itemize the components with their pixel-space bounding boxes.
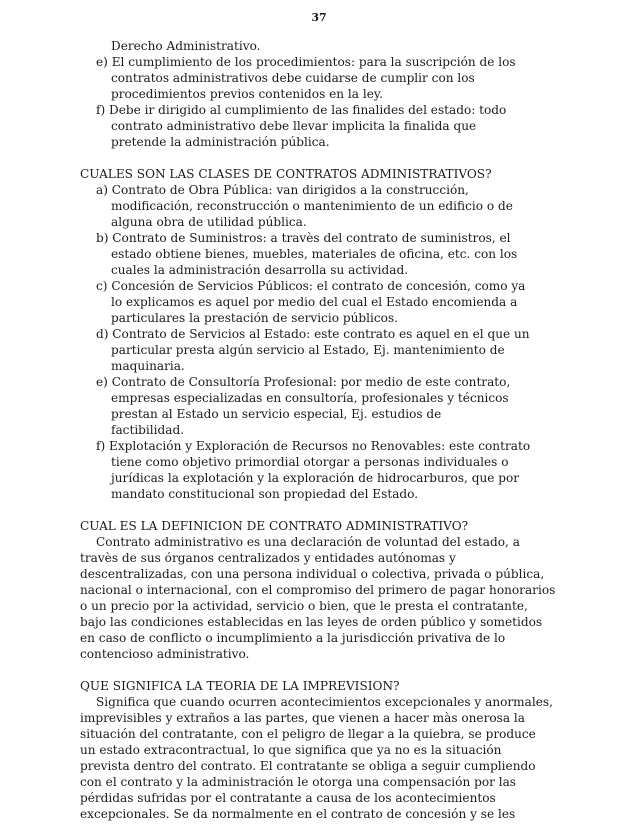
section-heading: CUAL ES LA DEFINICION DE CONTRATO ADMINISTRATIVO? [80, 519, 469, 533]
paragraph-line: bajo las condiciones establecidas en las leyes de orden público y sometidos [80, 615, 543, 629]
list-item-text: particulares la prestación de servicio públicos. [111, 311, 398, 325]
list-item: f) Debe ir dirigido al cumplimiento de las finalides del estado: todo [96, 103, 507, 117]
paragraph-line: excepcionales. Se da normalmente en el contrato de concesión y se les [80, 807, 516, 821]
list-item: e) Contrato de Consultoría Profesional: por medio de este contrato, [96, 375, 511, 389]
list-item-text: factibilidad. [111, 423, 185, 437]
list-item-text: Derecho Administrativo. [111, 39, 261, 53]
paragraph-line: Contrato administrativo es una declaración de voluntad del estado, a [96, 535, 520, 549]
paragraph-line: pérdidas sufridas por el contratante a causa de los acontecimientos [80, 791, 496, 805]
paragraph-line: Significa que cuando ocurren acontecimientos excepcionales y anormales, [96, 695, 553, 709]
list-item-text: lo explicamos es aquel por medio del cual el Estado encomienda a [111, 295, 518, 309]
list-item-text: maquinaria. [111, 359, 185, 373]
paragraph-line: con el contrato y la administración le otorga una compensación por las [80, 775, 517, 789]
list-item-text: contratos administrativos debe cuidarse de cumplir con los [111, 71, 475, 85]
list-item-text: cuales la administración desarrolla su actividad. [111, 263, 409, 277]
list-item-text: alguna obra de utilidad pública. [111, 215, 307, 229]
list-item: f) Explotación y Exploración de Recursos no Renovables: este contrato [96, 439, 531, 453]
list-item-text: mandato constitucional son propiedad del Estado. [111, 487, 419, 501]
paragraph-line: un estado extracontractual, lo que significa que ya no es la situación [80, 743, 502, 757]
list-item-text: estado obtiene bienes, muebles, materiales de oficina, etc. con los [111, 247, 518, 261]
list-item: c) Concesión de Servicios Públicos: el contrato de concesión, como ya [96, 279, 526, 293]
list-item-text: particular presta algún servicio al Estado, Ej. mantenimiento de [111, 343, 505, 357]
paragraph-line: prevista dentro del contrato. El contratante se obliga a seguir cumpliendo [80, 759, 536, 773]
section-heading: QUE SIGNIFICA LA TEORIA DE LA IMPREVISION? [80, 679, 400, 693]
list-item-text: jurídicas la explotación y la exploración de hidrocarburos, que por [111, 471, 520, 485]
page-number: 37 [311, 11, 327, 24]
paragraph-line: contencioso administrativo. [80, 647, 250, 661]
paragraph-line: nacional o internacional, con el compromiso del primero de pagar honorarios [80, 583, 556, 597]
list-item: b) Contrato de Suministros: a travès del contrato de suministros, el [96, 231, 511, 245]
list-item: a) Contrato de Obra Pública: van dirigidos a la construcción, [96, 183, 469, 197]
paragraph-line: en caso de conflicto o incumplimiento a la jurisdicción privativa de lo [80, 631, 506, 645]
list-item-text: pretende la administración pública. [111, 135, 330, 149]
list-item-text: empresas especializadas en consultoría, profesionales y técnicos [111, 391, 509, 405]
list-item-text: tiene como objetivo primordial otorgar a personas individuales o [111, 455, 509, 469]
list-item: e) El cumplimiento de los procedimientos: para la suscripción de los [96, 55, 516, 69]
list-item-text: contrato administrativo debe llevar implicita la finalida que [111, 119, 477, 133]
list-item-text: prestan al Estado un servicio especial, Ej. estudios de [111, 407, 442, 421]
paragraph-line: travès de sus órganos centralizados y entidades autónomas y [80, 551, 456, 565]
section-heading: CUALES SON LAS CLASES DE CONTRATOS ADMINISTRATIVOS? [80, 167, 492, 181]
paragraph-line: o un precio por la actividad, servicio o bien, que le presta el contratante, [80, 599, 528, 613]
list-item-text: procedimientos previos contenidos en la ley. [111, 87, 383, 101]
paragraph-line: descentralizadas, con una persona individual o colectiva, privada o pública, [80, 567, 545, 581]
paragraph-line: imprevisibles y extraños a las partes, que vienen a hacer màs onerosa la [80, 711, 525, 725]
list-item: d) Contrato de Servicios al Estado: este contrato es aquel en el que un [96, 327, 530, 341]
paragraph-line: situación del contratante, con el peligro de llegar a la quiebra, se produce [80, 727, 536, 741]
list-item-text: modificación, reconstrucción o mantenimiento de un edificio o de [111, 199, 513, 213]
